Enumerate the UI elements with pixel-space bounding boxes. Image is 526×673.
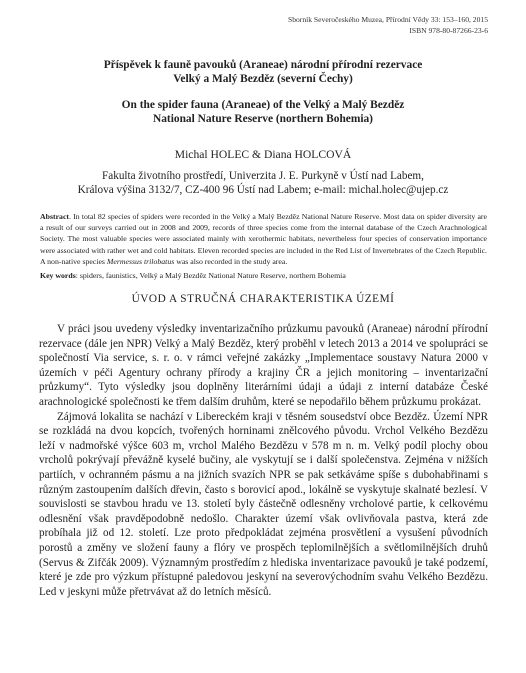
abstract-label: Abstract bbox=[40, 212, 70, 221]
affiliation bbox=[30, 169, 496, 197]
keywords-label: Key words bbox=[40, 271, 76, 280]
section-heading: ÚVOD A STRUČNÁ CHARAKTERISTIKA ÚZEMÍ bbox=[131, 293, 395, 305]
body-text bbox=[39, 322, 488, 599]
authors: Michal HOLEC & Diana HOLCOVÁ bbox=[174, 148, 352, 161]
abstract-species: Mermessus trilobatus bbox=[106, 256, 175, 266]
affiliation-line1: Fakulta životního prostředí, Univerzita J. E. Purkyně v Ústí nad Labem, bbox=[102, 170, 424, 182]
title-english-line1: On the spider fauna (Araneae) of the Velký a Malý Bezděz bbox=[121, 99, 405, 111]
keywords-text: : spiders, faunistics, Velký a Malý Bezděz National Nature Reserve, northern Bohemia bbox=[75, 271, 346, 280]
body-paragraph-2: Zájmová lokalita se nachází v Libereckém kraji v těsném sousedství obce Bezděz. Území NPR se rozkládá na dvou kopcích, tvořených horninami znělcového původu. Vrchol Velkého Bezdězu leží v nadmořské výšce 603 m, vrchol Malého Bezdězu v 578 m n. m. Velký podíl plochy obou vrcholů pokrývají převážně kyselé bučiny, ale vyskytují se i další společenstva. Zejména v nižších partiích, v ochranném pásmu a na jižních svazích NPR se pak setkáváme spíše s dubohabřinami s různým zastoupením dalších dřevin, často s borovicí apod., lokálně se vyskytuje skalnaté bezlesí. V souvislosti se stavbou hradu ve 13. století byly částečně odlesněny vrcholové partie, k celkovému odlesnění však pravděpodobně nedošlo. Charakter území však ovlivňovala pastva, která zde probíhala již od 12. století. Lze proto předpokládat zejména prosvětlení a vysušení původních porostů a změny ve složení fauny a flóry ve prospěch teplomilnějších a světlomilnějších druhů (Servus & Zifčák 2009). Významným prostředím z hlediska inventarizace pavouků je také podzemí, které je zde pro výzkum přístupné paledovou jeskyní na severovýchodním svahu Velkého Bezdězu. Led v jeskyni může přetrvávat až do letních měsíců. bbox=[39, 410, 488, 598]
abstract-text: . In total 82 species of spiders were recorded in the Velký a Malý Bezděz National Nature Reserve. Most data on spider diversity are a result of our surveys carried out in 2008 and 2009, records of three species come from the internal database of the Czech Arachnological Society. The most valuable species were associated mainly with xerothermic habitats, nevertheless four species of conservation importance were associated with rather wet and cold habitats. Eleven recorded species are included in the Red List of Invertebrates of the Czech Republic. A non-native species bbox=[40, 212, 487, 266]
isbn: ISBN 978-80-87266-23-6 bbox=[409, 26, 488, 35]
title-english-line2: National Nature Reserve (northern Bohemia) bbox=[153, 113, 373, 125]
title-czech-line2: Velký a Malý Bezděz (severní Čechy) bbox=[173, 73, 353, 85]
journal-header bbox=[288, 14, 488, 36]
journal-citation: Sborník Severočeského Muzea, Přírodní Vědy 33: 153–160, 2015 bbox=[287, 15, 488, 24]
title-english bbox=[30, 98, 496, 126]
body-paragraph-1: V práci jsou uvedeny výsledky inventarizačního průzkumu pavouků (Araneae) národní přírodní rezervace (dále jen NPR) Velký a Malý Bezděz, který proběhl v letech 2013 a 2014 ve spolupráci se společností Via service, s. r. o. v rámci veřejné zakázky „Implementace soustavy Natura 2000 v územích v péči Agentury ochrany přírody a krajiny ČR a jejich monitoring – inventarizační průzkumy“. Tyto výsledky jsou doplněny literárními údaji a údaji z interní databáze České arachnologické společnosti ke třem dalším druhům, které se nepodařilo během průzkumu prokázat. bbox=[39, 323, 488, 408]
affiliation-line2: Králova výšina 3132/7, CZ-400 96 Ústí nad Labem; e-mail: michal.holec@ujep.cz bbox=[77, 184, 449, 196]
title-czech-line1: Příspěvek k fauně pavouků (Araneae) národní přírodní rezervace bbox=[103, 59, 423, 71]
abstract bbox=[40, 211, 487, 267]
keywords bbox=[40, 270, 487, 281]
title-czech bbox=[30, 58, 496, 86]
abstract-text-end: was also recorded in the study area. bbox=[174, 256, 288, 266]
